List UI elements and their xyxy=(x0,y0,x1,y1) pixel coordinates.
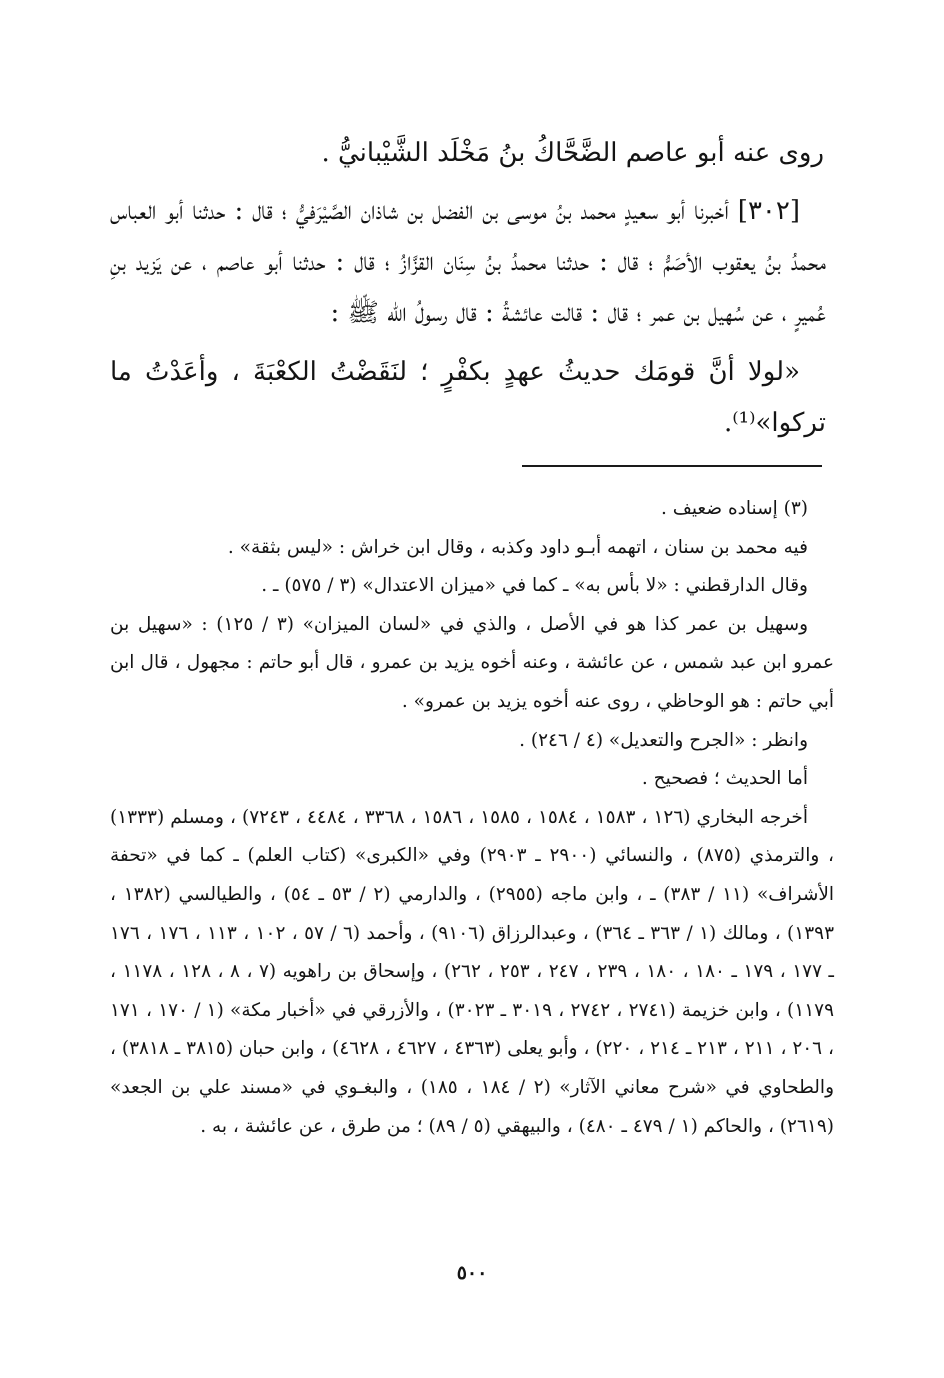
page-number: ٥٠٠ xyxy=(456,1262,488,1284)
footnote-paragraph: فيه محمد بن سنان ، اتهمه أبـو داود وكذبه ، وقال ابن خراش : «ليس بثقة» . xyxy=(227,536,808,558)
footnote-paragraph: أما الحديث ؛ فصحيح . xyxy=(641,768,808,790)
hadith-text: «لولا أنَّ قومَك حديثُ عهدٍ بكفْرٍ ؛ لنَقَضْتُ الكعْبَةَ ، وأعَدْتُ ما تركوا»⁽¹⁾. xyxy=(110,357,826,438)
hadith-chain: [٣٠٢] أخبرنا أبو سعيدٍ محمد بنُ موسى بن الفضل بن شاذان الصَّيْرَفيُّ ؛ قال : حدثنا أبو العباس محمدُ بنُ يعقوب الأصَمُّ ؛ قال : حدثنا محمدُ بنُ سِنَان القزَّازُ ؛ قال : حدثنا أبو عاصم ، عن يَزيد بنِ عُميرٍ ، عن سُهيل بن عمر ؛ قال : قالت عائشةُ : قال رسولُ الله ﷺ : xyxy=(110,196,826,328)
footnote-grade: (٣) إسناده ضعيف . xyxy=(660,498,808,519)
footnotes-block xyxy=(110,490,834,1146)
main-text-block xyxy=(110,128,826,449)
narrator-line: روى عنه أبو عاصم الضَّحَّاكُ بنُ مَخْلَد الشَّيْبانيُّ . xyxy=(321,138,824,168)
footnote-paragraph: وانظر : «الجرح والتعديل» (٤ / ٢٤٦) . xyxy=(519,729,808,751)
footnote-paragraph: وقال الدارقطني : «لا بأس به» ـ كما في «ميزان الاعتدال» (٣ / ٥٧٥) ـ . xyxy=(261,575,808,597)
footnote-separator xyxy=(522,465,822,467)
footnote-paragraph: وسهيل بن عمر كذا هو في الأصل ، والذي في «لسان الميزان» (٣ / ١٢٥) : «سهيل بن عمرو ابن عبد شمس ، عن عائشة ، وعنه أخوه يزيد بن عمرو ، قال أبو حاتم : مجهول ، قال ابن أبي حاتم : هو الوحاظي ، روى عنه أخوه يزيد بن عمرو» . xyxy=(110,613,834,712)
footnote-takhrij: أخرجه البخاري (١٢٦ ، ١٥٨٣ ، ١٥٨٤ ، ١٥٨٥ ، ١٥٨٦ ، ٣٣٦٨ ، ٤٤٨٤ ، ٧٢٤٣) ، ومسلم (١٣٣٣) ، والترمذي (٨٧٥) ، والنسائي (٢٩٠٠ ـ ٢٩٠٣) وفي «الكبرى» (كتاب العلم) ـ كما في «تحفة الأشراف» (١١ / ٣٨٣) ـ ، وابن ماجه (٢٩٥٥) ، والدارمي (٢ / ٥٣ ـ ٥٤) ، والطيالسي (١٣٨٢ ، ١٣٩٣) ، ومالك (١ / ٣٦٣ ـ ٣٦٤) ، وعبدالرزاق (٩١٠٦) ، وأحمد (٦ / ٥٧ ، ١٠٢ ، ١١٣ ، ١٧٦ ، ١٧٦ ـ ١٧٧ ، ١٧٩ ـ ١٨٠ ، ١٨٠ ، ٢٣٩ ، ٢٤٧ ، ٢٥٣ ، ٢٦٢) ، وإسحاق بن راهويه (٧ ، ٨ ، ١٢٨ ، ١١٧٨ ، ١١٧٩) ، وابن خزيمة (٢٧٤١ ، ٢٧٤٢ ، ٣٠١٩ ـ ٣٠٢٣) ، والأزرقي في «أخبار مكة» (١ / ١٧٠ ، ١٧١ ، ٢٠٦ ، ٢١١ ، ٢١٣ ـ ٢١٤ ، ٢٢٠) ، وأبو يعلى (٤٣٦٣ ، ٤٦٢٧ ، ٤٦٢٨) ، وابن حبان (٣٨١٥ ـ ٣٨١٨) ، والطحاوي في «شرح معاني الآثار» (٢ / ١٨٤ ، ١٨٥) ، والبغـوي في «مسند علي بن الجعد» (٢٦١٩) ، والحاكم (١ / ٤٧٩ ـ ٤٨٠) ، والبيهقي (٥ / ٨٩) ؛ من طرق ، عن عائشة ، به . xyxy=(110,806,835,1137)
